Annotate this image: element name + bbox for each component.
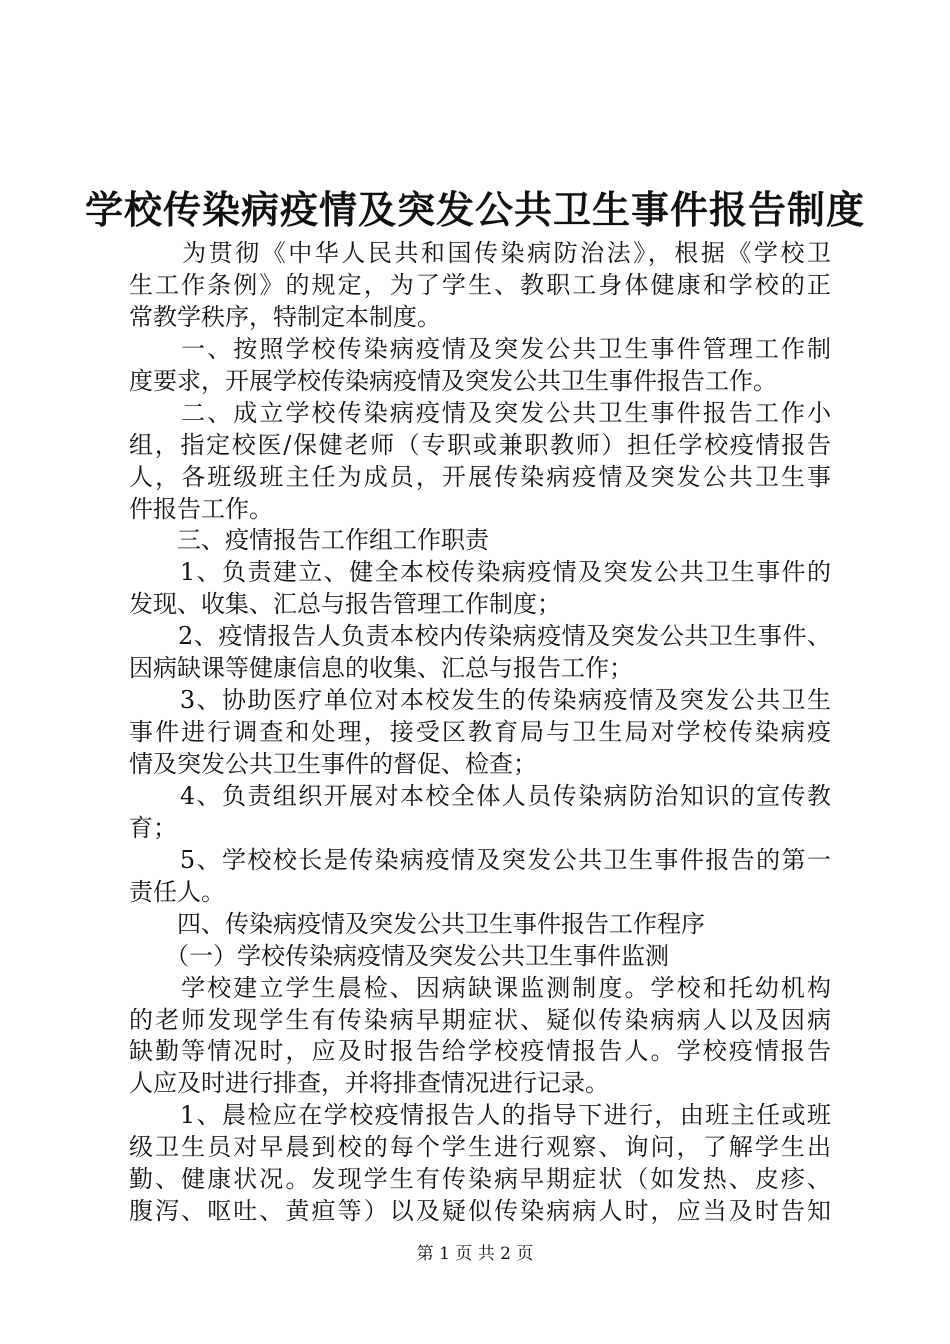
text-line: 常教学秩序，特制定本制度。	[129, 302, 441, 331]
text-line: 度要求，开展学校传染病疫情及突发公共卫生事件报告工作。	[129, 366, 777, 395]
text-line: 人应及时进行排查，并将排查情况进行记录。	[129, 1069, 609, 1098]
text-line: 件报告工作。	[129, 494, 273, 523]
text-line: 学校建立学生晨检、因病缺课监测制度。学校和托幼机构	[129, 973, 831, 1002]
text-line: 一、按照学校传染病疫情及突发公共卫生事件管理工作制	[129, 334, 831, 363]
text-line: 人，各班级班主任为成员，开展传染病疫情及突发公共卫生事	[129, 462, 831, 491]
document-body	[129, 238, 831, 1228]
text-line: 腹泻、呕吐、黄疸等）以及疑似传染病病人时，应当及时告知	[129, 1197, 831, 1226]
text-line: （一）学校传染病疫情及突发公共卫生事件监测	[129, 941, 669, 970]
text-line: 生工作条例》的规定，为了学生、教职工身体健康和学校的正	[129, 270, 831, 299]
text-line: 级卫生员对早晨到校的每个学生进行观察、询问，了解学生出	[129, 1133, 831, 1162]
document-title: 学校传染病疫情及突发公共卫生事件报告制度	[84, 187, 865, 232]
text-line: 1、晨检应在学校疫情报告人的指导下进行，由班主任或班	[129, 1101, 831, 1130]
text-line: 三、疫情报告工作组工作职责	[129, 526, 489, 555]
text-line: 组，指定校医/保健老师（专职或兼职教师）担任学校疫情报告	[129, 430, 831, 459]
text-line: 5、学校校长是传染病疫情及突发公共卫生事件报告的第一	[129, 845, 831, 874]
text-line: 4、负责组织开展对本校全体人员传染病防治知识的宣传教	[129, 781, 831, 810]
text-line: 育；	[129, 813, 177, 842]
text-line: 的老师发现学生有传染病早期症状、疑似传染病病人以及因病	[129, 1005, 831, 1034]
text-line: 四、传染病疫情及突发公共卫生事件报告工作程序	[129, 909, 705, 938]
text-line: 情及突发公共卫生事件的督促、检查；	[129, 750, 537, 778]
text-line: 责任人。	[129, 877, 225, 906]
text-line: 为贯彻《中华人民共和国传染病防治法》，根据《学校卫	[129, 239, 831, 267]
page-footer: 第 1 页 共 2 页	[416, 1244, 534, 1264]
text-line: 二、成立学校传染病疫情及突发公共卫生事件报告工作小	[129, 398, 831, 427]
text-line: 3、协助医疗单位对本校发生的传染病疫情及突发公共卫生	[129, 686, 831, 715]
text-line: 勤、健康状况。发现学生有传染病早期症状（如发热、皮疹、	[129, 1165, 831, 1194]
text-line: 事件进行调查和处理，接受区教育局与卫生局对学校传染病疫	[129, 718, 831, 747]
text-line: 发现、收集、汇总与报告管理工作制度；	[129, 590, 561, 619]
text-line: 2、疫情报告人负责本校内传染病疫情及突发公共卫生事件、	[129, 622, 831, 651]
text-line: 1、负责建立、健全本校传染病疫情及突发公共卫生事件的	[129, 558, 831, 587]
text-line: 因病缺课等健康信息的收集、汇总与报告工作；	[129, 654, 633, 683]
text-line: 缺勤等情况时，应及时报告给学校疫情报告人。学校疫情报告	[129, 1037, 831, 1066]
